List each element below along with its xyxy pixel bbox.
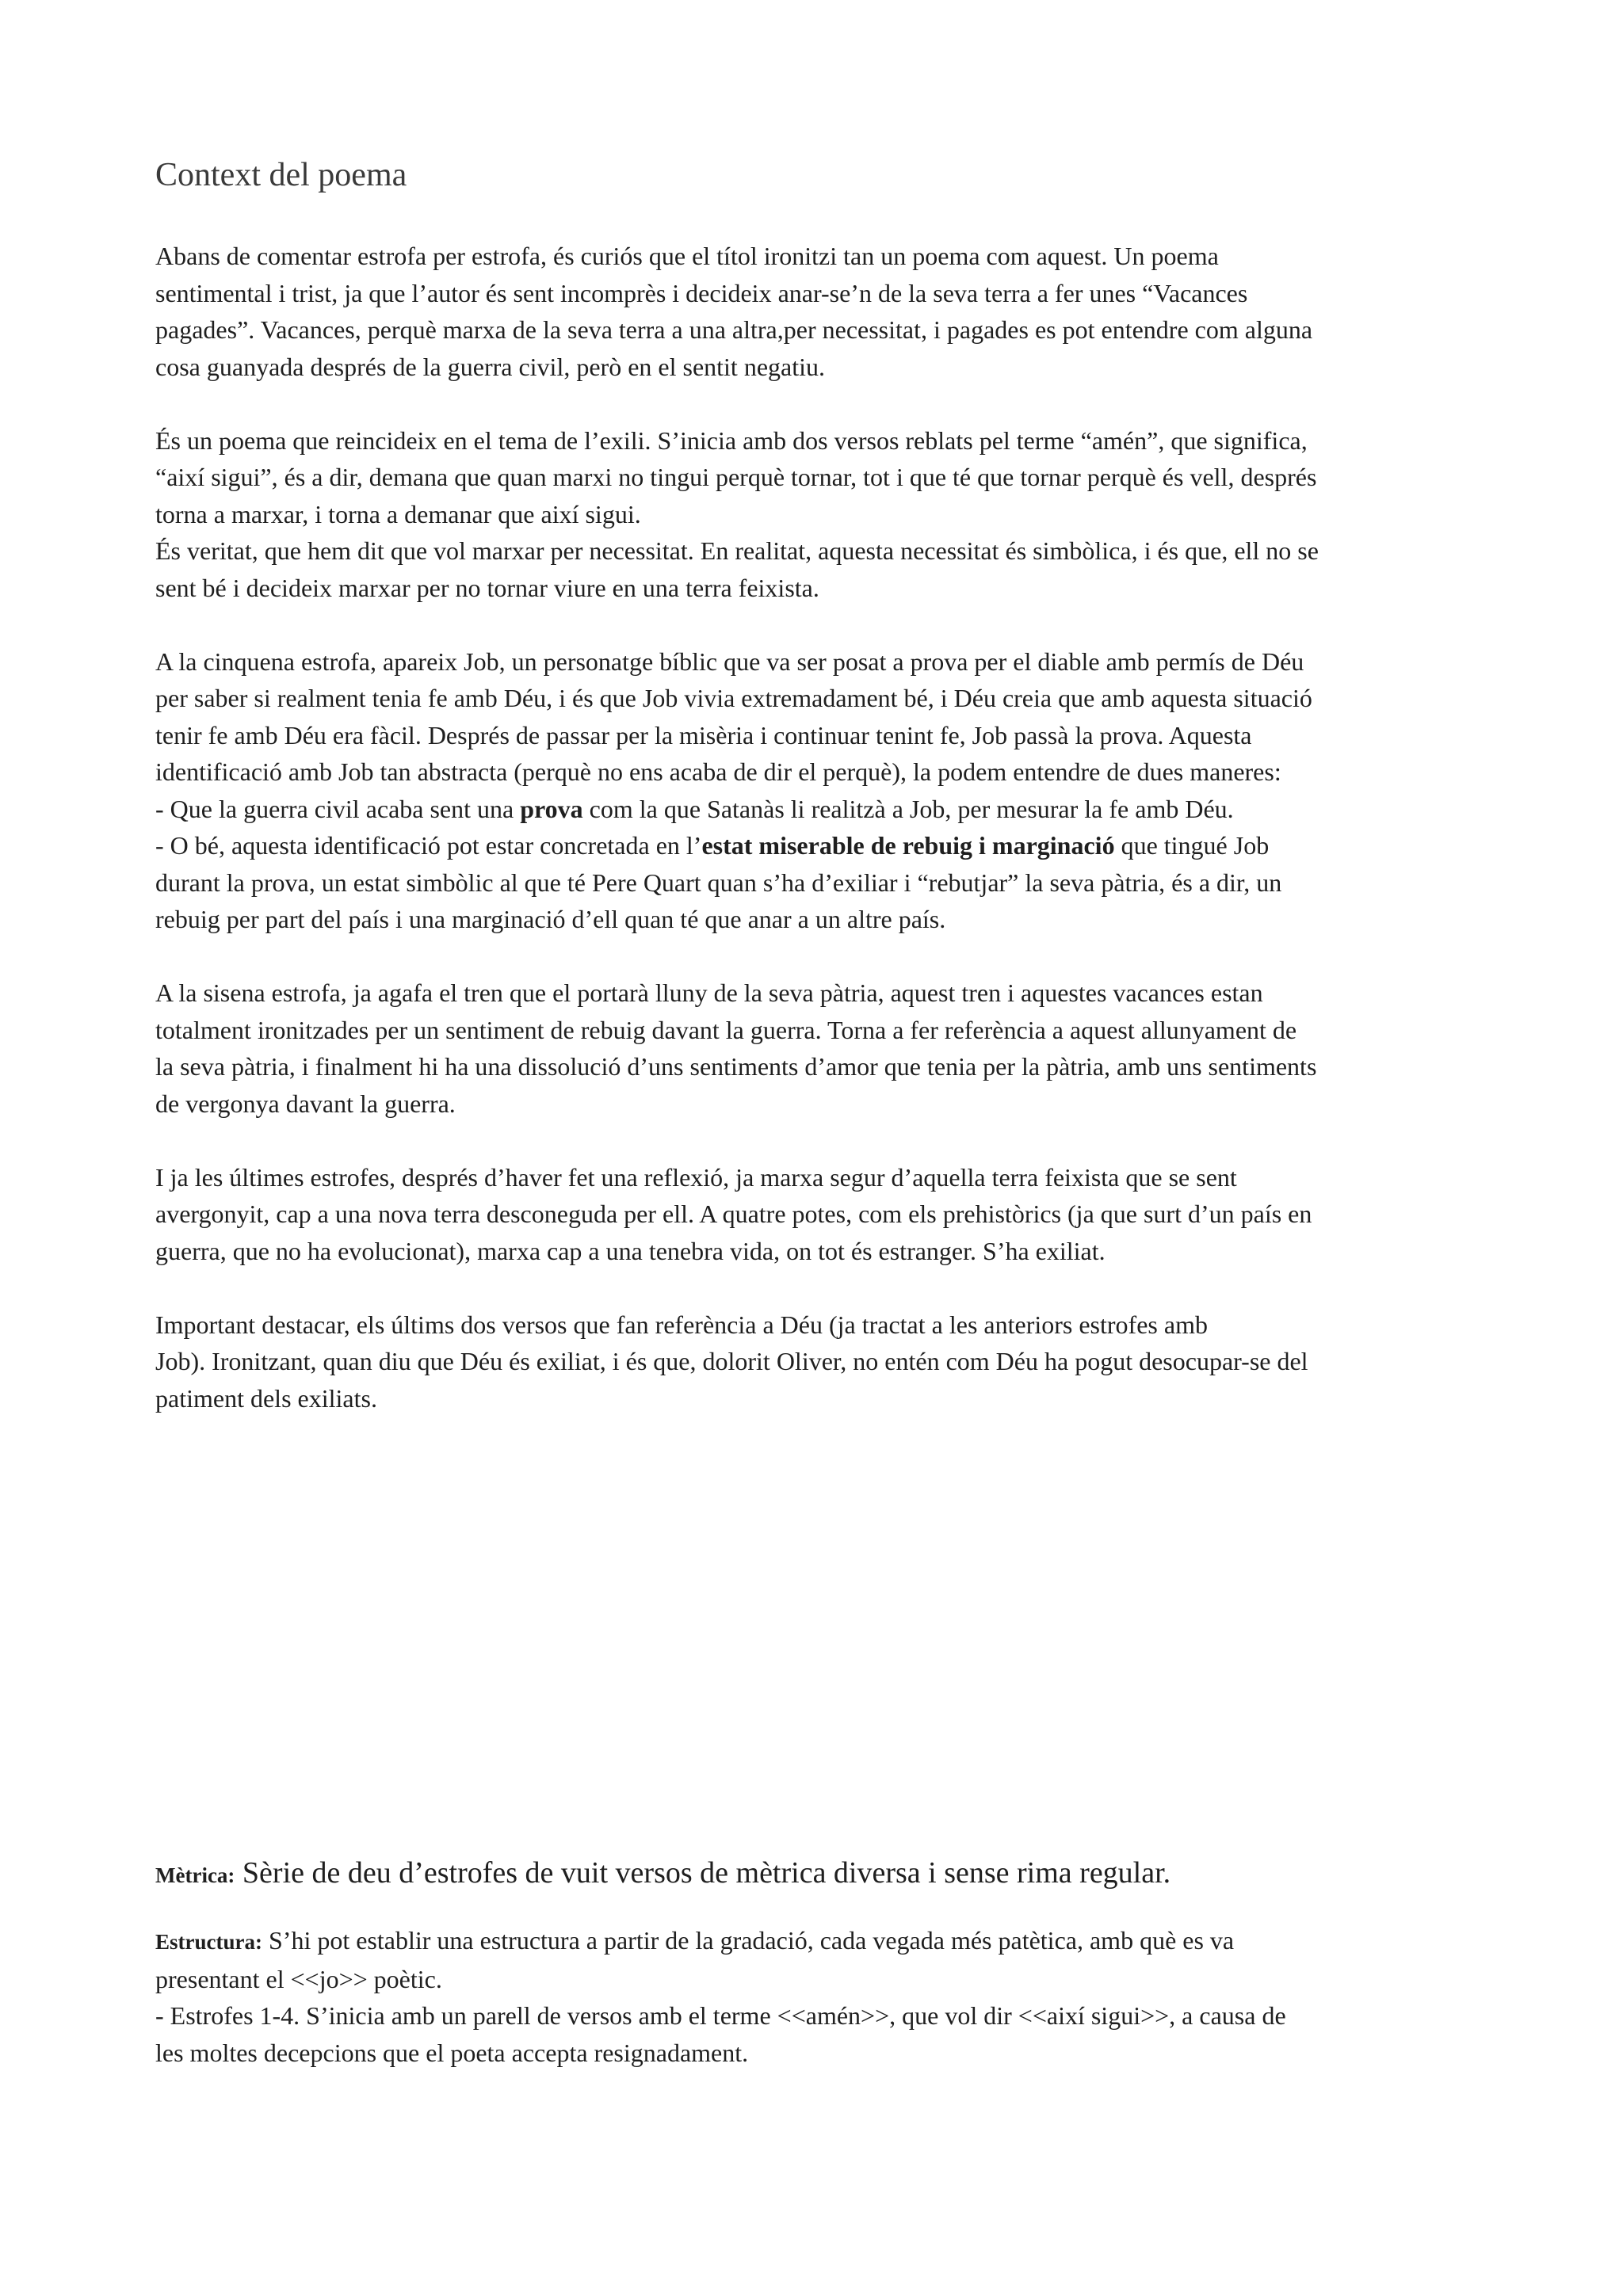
text-line: patiment dels exiliats. <box>155 1383 377 1413</box>
bold-term-marginacio: estat miserable de rebuig i marginació <box>701 831 1115 860</box>
paragraph-job <box>155 643 1487 938</box>
estructura-text: S’hi pot establir una estructura a partir de la gradació, cada vegada més patètica, amb què es va <box>262 1926 1235 1955</box>
page-title: Context del poema <box>155 157 407 193</box>
text-line: Important destacar, els últims dos versos que fan referència a Déu (ja tractat a les anteriors estrofes amb <box>155 1310 1208 1339</box>
bullet-text: que tingué Job <box>1114 831 1270 860</box>
text-line: guerra, que no ha evolucionat), marxa cap a una tenebra vida, on tot és estranger. S’ha exiliat. <box>155 1236 1106 1265</box>
bullet-text: - O bé, aquesta identificació pot estar concretada en l’ <box>155 831 702 860</box>
text-line: cosa guanyada després de la guerra civil, però en el sentit negatiu. <box>155 352 825 381</box>
text-line: tenir fe amb Déu era fàcil. Després de passar per la misèria i continuar tenint fe, Job passà la prova. Aquesta <box>155 720 1252 749</box>
text-line: “així sigui”, és a dir, demana que quan marxi no tingui perquè tornar, tot i que té que tornar perquè és vell, després <box>155 463 1317 491</box>
text-line: torna a marxar, i torna a demanar que així sigui. <box>155 499 641 528</box>
main-text <box>155 238 1487 1454</box>
metrica-paragraph <box>155 1855 1487 1890</box>
text-line: Abans de comentar estrofa per estrofa, és curiós que el títol ironitzi tan un poema com aquest. Un poema <box>155 242 1219 270</box>
text-line: A la sisena estrofa, ja agafa el tren que el portarà lluny de la seva pàtria, aquest tren i aquestes vacances estan <box>155 978 1263 1007</box>
text-line: identificació amb Job tan abstracta (perquè no ens acaba de dir el perquè), la podem entendre de dues maneres: <box>155 757 1281 786</box>
bullet-text: - Que la guerra civil acaba sent una <box>155 794 521 823</box>
text-line: I ja les últimes estrofes, després d’haver fet una reflexió, ja marxa segur d’aquella terra feixista que se sent <box>155 1162 1237 1192</box>
estructura-first-line <box>155 1922 1487 1961</box>
paragraph-exile-theme <box>155 422 1487 607</box>
paragraph-god-exiled <box>155 1306 1487 1417</box>
text-line: rebuig per part del país i una marginació d’ell quan té que anar a un altre país. <box>155 905 946 933</box>
paragraph-train <box>155 974 1487 1122</box>
text-line: A la cinquena estrofa, apareix Job, un personatge bíblic que va ser posat a prova per el diable amb permís de Déu <box>155 646 1304 676</box>
text-line: totalment ironitzades per un sentiment de rebuig davant la guerra. Torna a fer referència a aquest allunyament de <box>155 1015 1297 1044</box>
text-line: les moltes decepcions que el poeta accepta resignadament. <box>155 2038 749 2067</box>
bullet-marginacio <box>155 827 1487 864</box>
text-line: la seva pàtria, i finalment hi ha una dissolució d’uns sentiments d’amor que tenia per la pàtria, amb uns sentiments <box>155 1052 1317 1081</box>
bold-term-prova: prova <box>520 794 583 823</box>
bullet-prova <box>155 791 1487 828</box>
text-line: És veritat, que hem dit que vol marxar per necessitat. En realitat, aquesta necessitat és simbòlica, i és que, ell no se <box>155 536 1319 565</box>
text-line: És un poema que reincideix en el tema de l’exili. S’inicia amb dos versos reblats pel terme “amén”, que significa, <box>155 425 1308 455</box>
text-line: durant la prova, un estat simbòlic al que té Pere Quart quan s’ha d’exiliar i “rebutjar” la seva pàtria, és a dir, un <box>155 868 1282 897</box>
metrica-label: Mètrica: <box>155 1863 235 1887</box>
bullet-text: com la que Satanàs li realitzà a Job, per mesurar la fe amb Déu. <box>582 794 1234 823</box>
text-line: pagades”. Vacances, perquè marxa de la seva terra a una altra,per necessitat, i pagades es pot entendre com alguna <box>155 315 1313 344</box>
text-line: presentant el <<jo>> poètic. <box>155 1964 442 1993</box>
text-line: Job). Ironitzant, quan diu que Déu és exiliat, i és que, dolorit Oliver, no entén com Déu ha pogut desocupar-se del <box>155 1347 1308 1375</box>
analysis-section <box>155 1855 1487 2071</box>
text-line: de vergonya davant la guerra. <box>155 1089 456 1118</box>
text-line: per saber si realment tenia fe amb Déu, i és que Job vivia extremadament bé, i Déu creia que amb aquesta situació <box>155 684 1312 712</box>
text-line: sent bé i decideix marxar per no tornar viure en una terra feixista. <box>155 573 819 602</box>
paragraph-last-stanzas <box>155 1159 1487 1270</box>
metrica-text: Sèrie de deu d’estrofes de vuit versos de mètrica diversa i sense rima regular. <box>235 1856 1171 1890</box>
paragraph-title-irony <box>155 238 1487 385</box>
text-line: - Estrofes 1-4. S’inicia amb un parell de versos amb el terme <<amén>>, que vol dir <<així sigui>>, a causa de <box>155 2001 1286 2030</box>
text-line: sentimental i trist, ja que l’autor és sent incomprès i decideix anar-se’n de la seva terra a fer unes “Vacances <box>155 278 1248 307</box>
text-line: avergonyit, cap a una nova terra desconeguda per ell. A quatre potes, com els prehistòrics (ja que surt d’un país en <box>155 1199 1312 1228</box>
estructura-paragraph <box>155 1922 1487 2071</box>
estructura-label: Estructura: <box>155 1930 262 1954</box>
